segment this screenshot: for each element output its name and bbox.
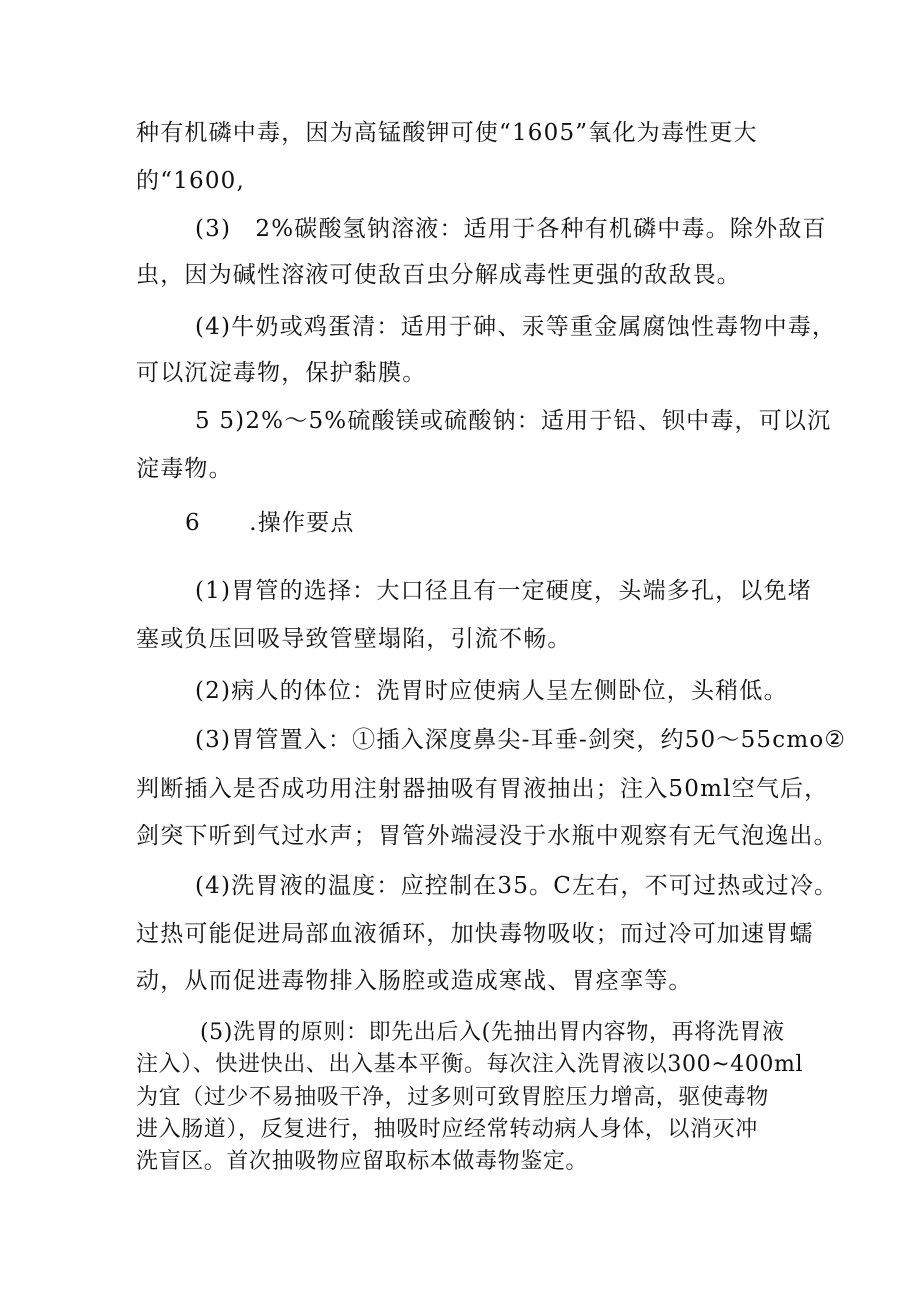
text-line: 种有机磷中毒，因为高锰酸钾可使“1605”氧化为毒性更大 (136, 120, 758, 146)
section-heading: 6 .操作要点 (185, 510, 355, 536)
text-line: 虫，因为碱性溶液可使敌百虫分解成毒性更强的敌敌畏。 (136, 262, 741, 288)
text-line: 淀毒物。 (136, 456, 233, 482)
text-line: (3)胃管置入：①插入深度鼻尖-耳垂-剑突，约50～55cmo② (195, 727, 847, 753)
text-line: 5 5)2%～5%硫酸镁或硫酸钠：适用于铅、钡中毒，可以沉 (195, 408, 832, 434)
final-paragraph-line: 注入）、快进快出、出入基本平衡。每次注入洗胃液以300~400ml (136, 1052, 804, 1077)
text-line: (3) 2%碳酸氢钠溶液：适用于各种有机磷中毒。除外敌百 (195, 216, 827, 242)
text-line: (4)洗胃液的温度：应控制在35。C左右，不可过热或过冷。 (195, 873, 839, 899)
final-paragraph-line: (5)洗胃的原则：即先出后入(先抽出胃内容物，再将洗胃液 (200, 1020, 785, 1045)
final-paragraph-line: 洗盲区。首次抽吸物应留取标本做毒物鉴定。 (136, 1149, 589, 1174)
text-line: (1)胃管的选择：大口径且有一定硬度，头端多孔，以免堵 (195, 578, 812, 604)
text-line: (2)病人的体位：洗胃时应使病人呈左侧卧位，头稍低。 (195, 678, 788, 704)
text-line: 塞或负压回吸导致管壁塌陷，引流不畅。 (136, 626, 572, 652)
text-line: 过热可能促进局部血液循环，加快毒物吸收；而过冷可加速胃蠕 (136, 921, 814, 947)
text-line: 剑突下听到气过水声；胃管外端浸没于水瓶中观察有无气泡逸出。 (136, 823, 838, 849)
text-line: 判断插入是否成功用注射器抽吸有胃液抽出；注入50ml空气后， (136, 776, 829, 802)
text-line: 可以沉淀毒物，保护黏膜。 (136, 360, 427, 386)
final-paragraph-line: 进入肠道），反复进行，抽吸时应经常转动病人身体，以消灭冲 (136, 1117, 758, 1142)
text-line: 动，从而促进毒物排入肠腔或造成寒战、胃痉挛等。 (136, 968, 693, 994)
final-paragraph-line: 为宜（过少不易抽吸干净，过多则可致胃腔压力增高，驱使毒物 (136, 1085, 769, 1110)
text-line: 的“1600, (136, 168, 246, 194)
text-line: (4)牛奶或鸡蛋清：适用于砷、汞等重金属腐蚀性毒物中毒， (195, 314, 837, 340)
